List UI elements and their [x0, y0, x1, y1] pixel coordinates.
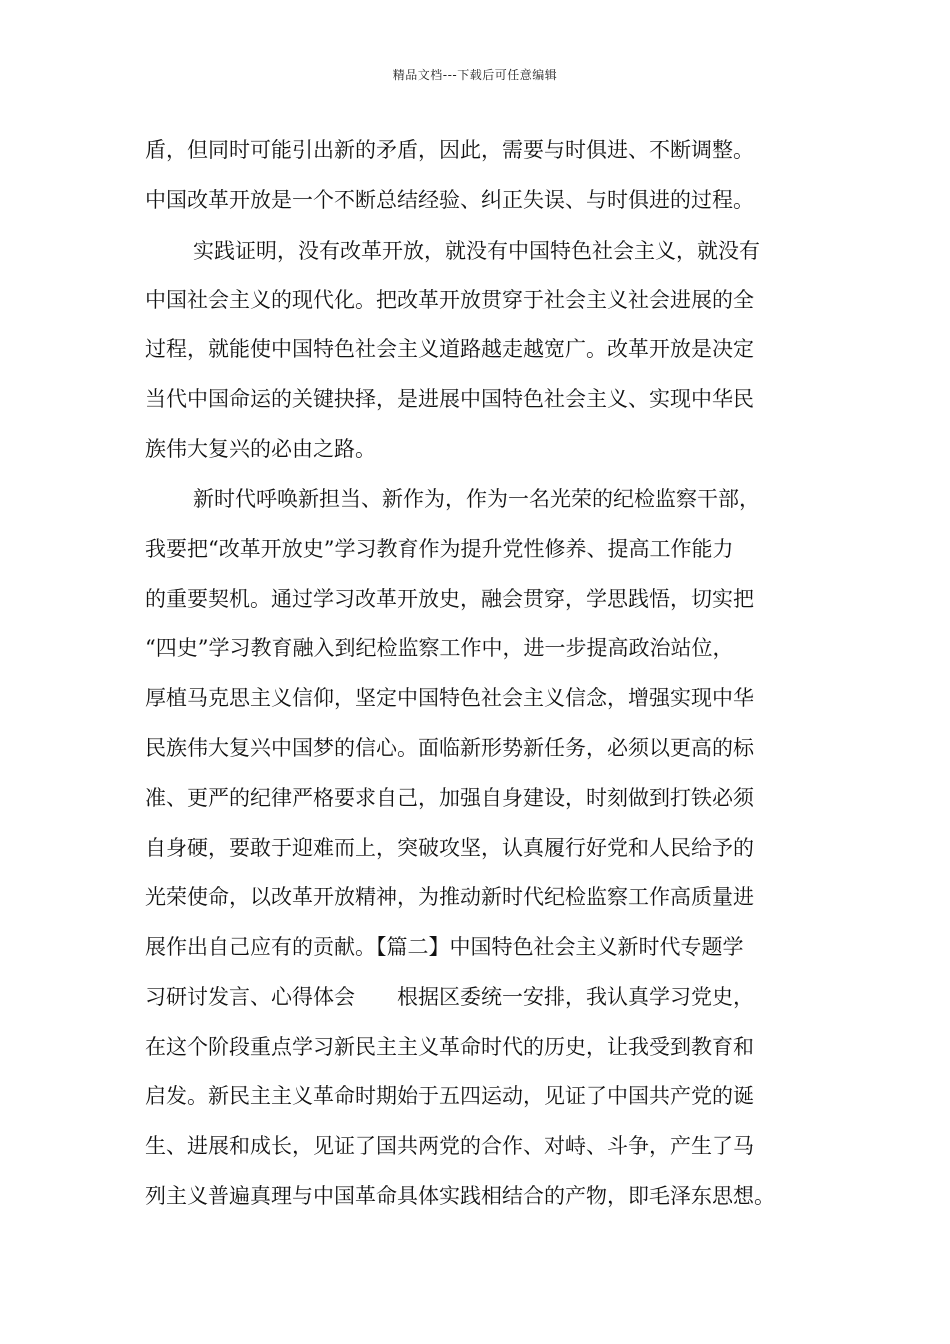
text-line: 光荣使命，以改革开放精神，为推动新时代纪检监察工作高质量进: [145, 885, 754, 909]
text-line: 在这个阶段重点学习新民主主义革命时代的历史，让我受到教育和: [145, 1035, 754, 1059]
text-line: 当代中国命运的关键抉择，是进展中国特色社会主义、实现中华民: [145, 387, 754, 411]
text-line: 自身硬，要敢于迎难而上，突破攻坚，认真履行好党和人民给予的: [145, 836, 754, 860]
text-line: 我要把“改革开放史”学习教育作为提升党性修养、提高工作能力: [145, 537, 734, 561]
text-line: 民族伟大复兴中国梦的信心。面临新形势新任务，必须以更高的标: [145, 736, 754, 760]
text-line: 中国社会主义的现代化。把改革开放贯穿于社会主义社会进展的全: [145, 288, 754, 312]
paragraph-first-line: 新时代呼唤新担当、新作为，作为一名光荣的纪检监察干部，: [193, 487, 760, 511]
text-line: 准、更严的纪律严格要求自己，加强自身建设，时刻做到打铁必须: [145, 786, 754, 810]
text-line: 厚植马克思主义信仰，坚定中国特色社会主义信念，增强实现中华: [145, 686, 754, 710]
text-line: 展作出自己应有的贡献。【篇二】中国特色社会主义新时代专题学: [145, 935, 744, 959]
text-line: 启发。新民主主义革命时期始于五四运动，见证了中国共产党的诞: [145, 1084, 754, 1108]
text-line: 列主义普遍真理与中国革命具体实践相结合的产物，即毛泽东思想。: [145, 1184, 775, 1208]
page-header: 精品文档---下载后可任意编辑: [392, 68, 558, 82]
text-line: 盾，但同时可能引出新的矛盾，因此，需要与时俱进、不断调整。: [145, 138, 754, 162]
text-line: 过程，就能使中国特色社会主义道路越走越宽广。改革开放是决定: [145, 337, 754, 361]
text-line: “四史”学习教育融入到纪检监察工作中，进一步提高政治站位，: [145, 636, 734, 660]
text-line: 中国改革开放是一个不断总结经验、纠正失误、与时俱进的过程。: [145, 188, 754, 212]
text-line: 的重要契机。通过学习改革开放史，融会贯穿，学思践悟，切实把: [145, 587, 754, 611]
text-line: 习研讨发言、心得体会 根据区委统一安排，我认真学习党史，: [145, 985, 754, 1009]
paragraph-first-line: 实践证明，没有改革开放，就没有中国特色社会主义，就没有: [193, 239, 760, 263]
text-line: 生、进展和成长，见证了国共两党的合作、对峙、斗争，产生了马: [145, 1134, 754, 1158]
text-line: 族伟大复兴的必由之路。: [145, 437, 376, 461]
